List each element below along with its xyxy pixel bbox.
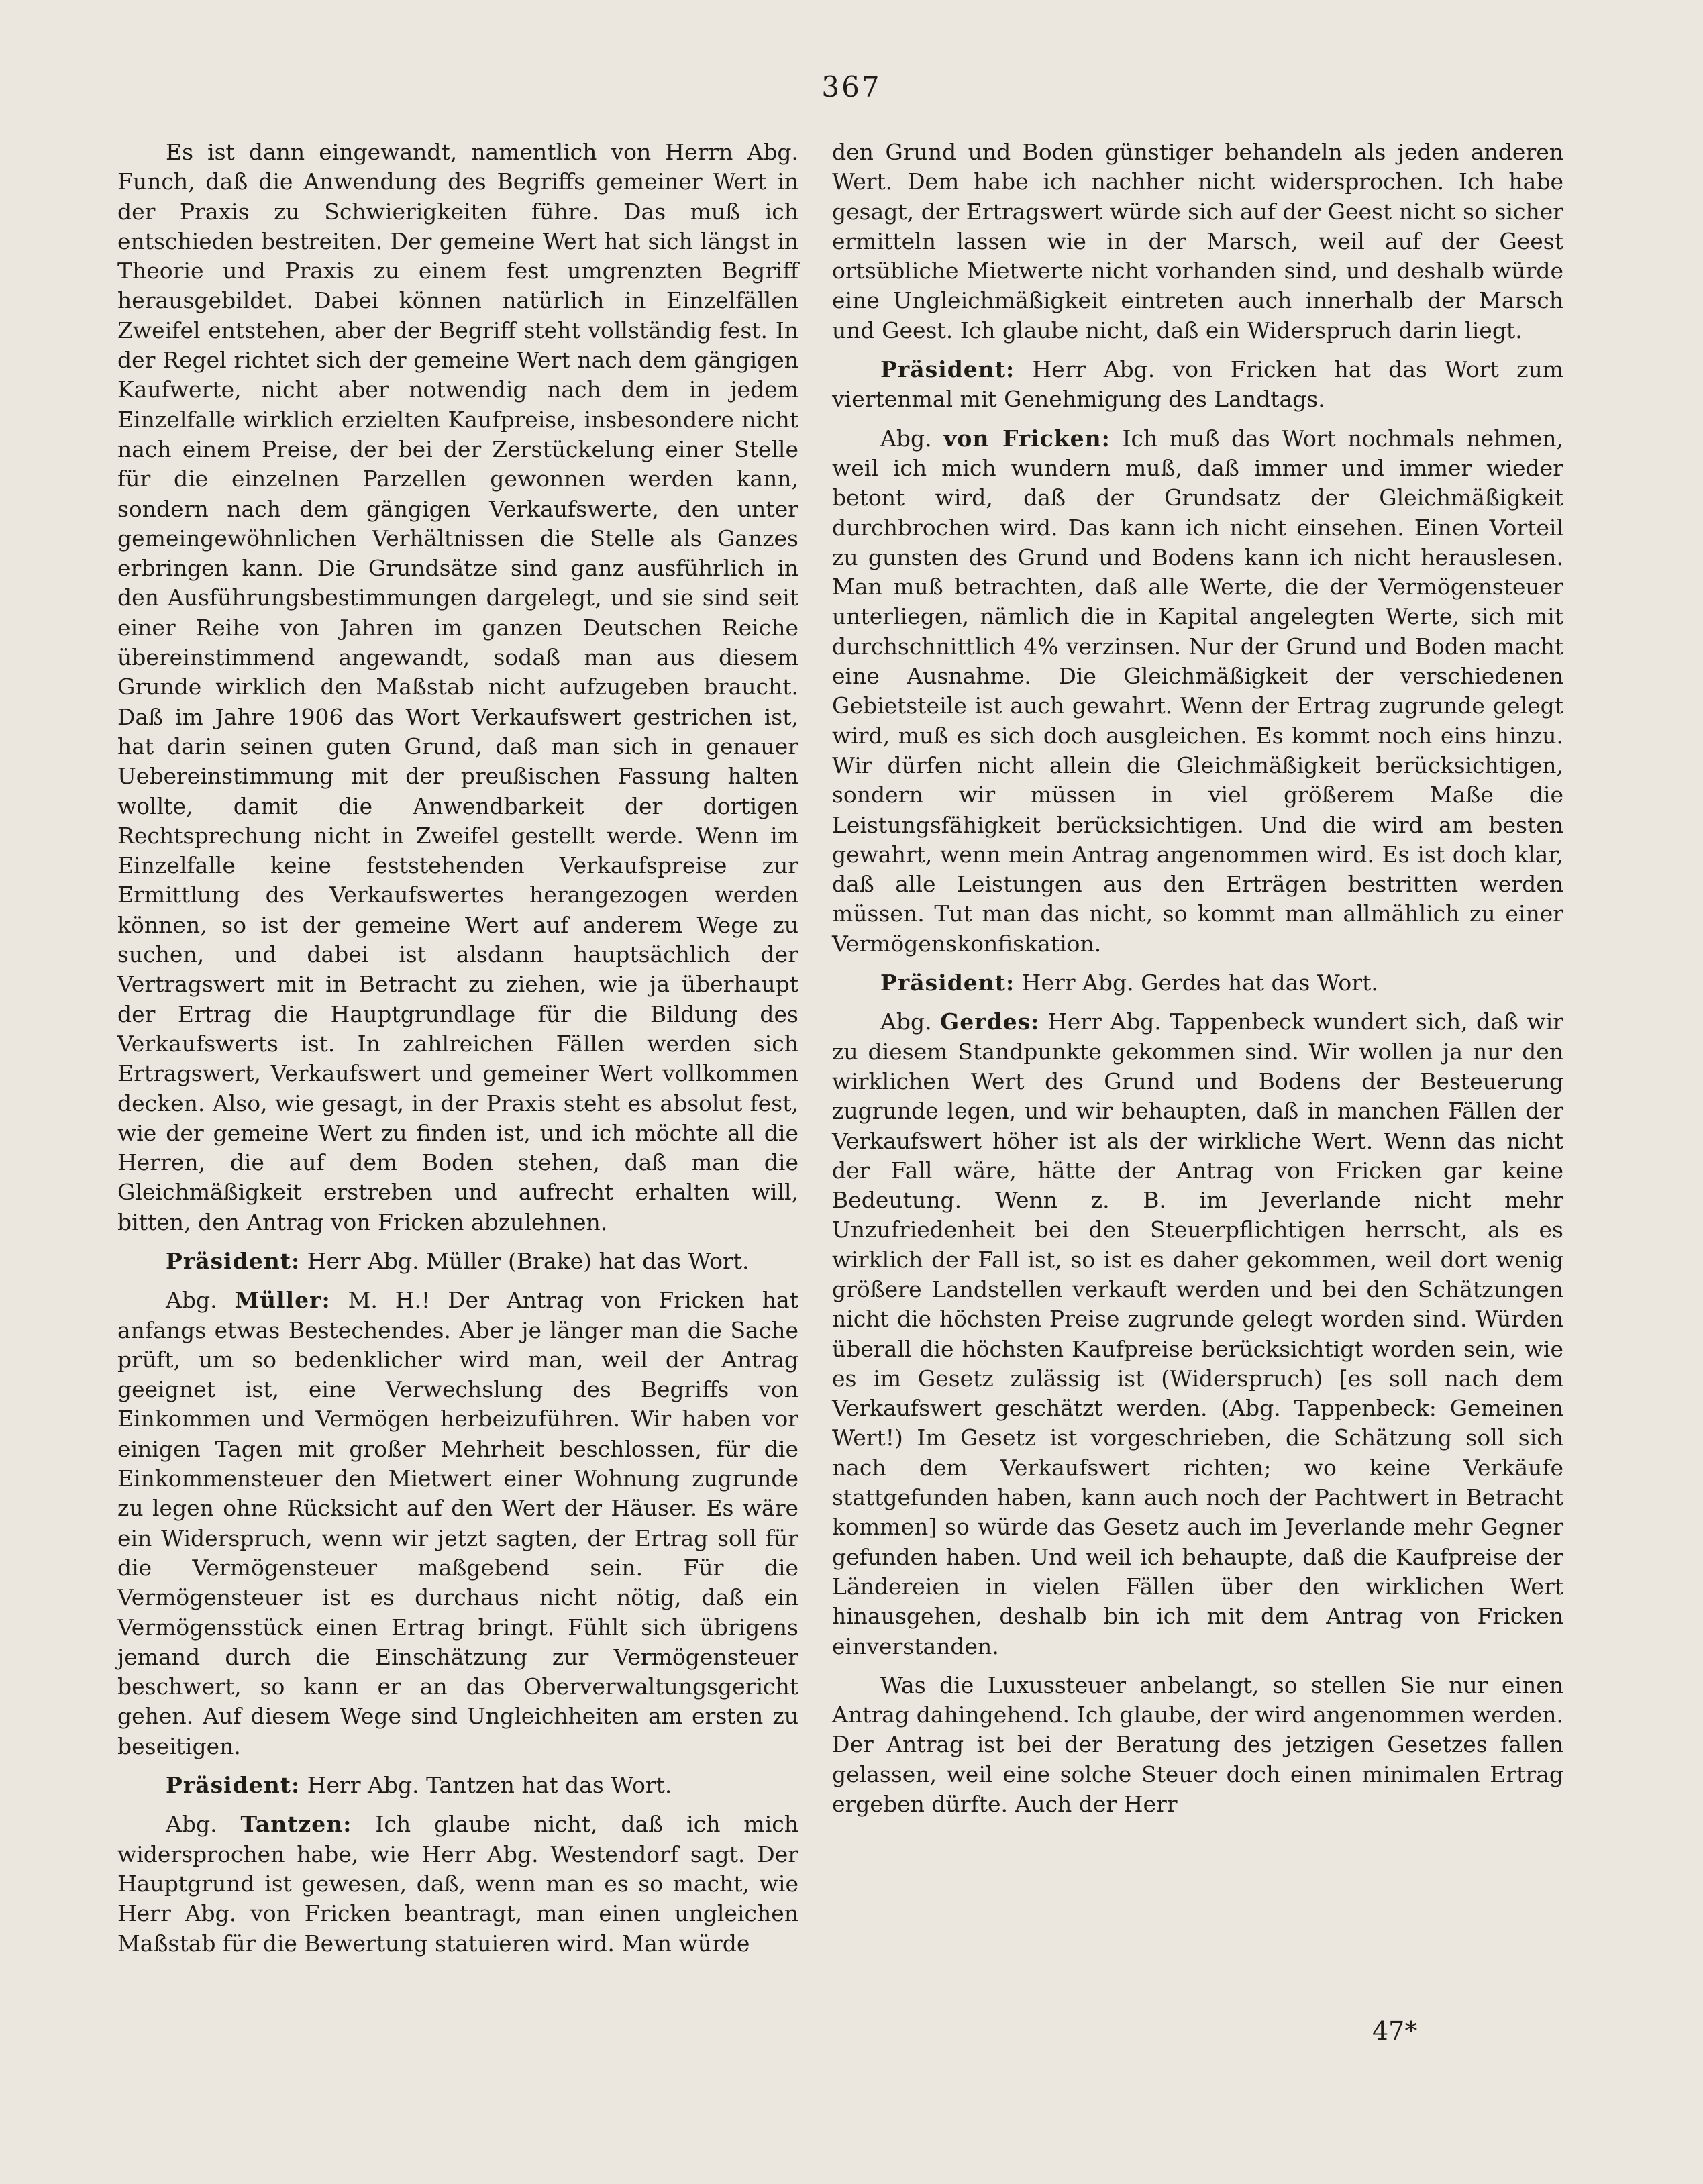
speaker-name: Gerdes:	[940, 1008, 1040, 1035]
speech-text: M. H.! Der Antrag von Fricken hat anfangs etwas Bestechendes. Aber je länger man die Sache prüft, um so bedenklicher wird man, weil der Antrag geeignet ist, eine Verwechslung des Begriffs von Einkommen und Vermögen herbeizuführen. Wir haben vor einigen Tagen mit großer Mehrheit beschlossen, für die Einkommensteuer den Mietwert einer Wohnung zugrunde zu legen ohne Rücksicht auf den Wert der Häuser. Es wäre ein Widerspruch, wenn wir jetzt sagten, der Ertrag soll für die Vermögensteuer maßgebend sein. Für die Vermögensteuer ist es durchaus nicht nötig, daß ein Vermögensstück einen Ertrag bringt. Fühlt sich übrigens jemand durch die Einschätzung zur Vermögensteuer beschwert, so kann er an das Oberverwaltungsgericht gehen. Auf diesem Wege sind Ungleichheiten am ersten zu beseitigen.	[117, 1287, 798, 1759]
speaker-name: Präsident:	[880, 970, 1015, 996]
speech-text: Ich muß das Wort nochmals nehmen, weil ich mich wundern muß, daß immer und immer wieder betont wird, daß der Grundsatz der Gleichmäßigkeit durchbrochen wird. Das kann ich nicht einsehen. Einen Vorteil zu gunsten des Grund und Bodens kann ich nicht herauslesen. Man muß betrachten, daß alle Werte, die der Vermögensteuer unterliegen, nämlich die in Kapital angelegten Werte, sich mit durchschnittlich 4% verzinsen. Nur der Grund und Boden macht eine Ausnahme. Die Gleichmäßigkeit der verschiedenen Gebietsteile ist auch gewahrt. Wenn der Ertrag zugrunde gelegt wird, muß es sich doch ausgleichen. Es kommt noch eins hinzu. Wir dürfen nicht allein die Gleichmäßigkeit berücksichtigen, sondern wir müssen in viel größerem Maße die Leistungsfähigkeit berücksichtigen. Und die wird am besten gewahrt, wenn mein Antrag angenommen wird. Es ist doch klar, daß alle Leistungen aus den Erträgen bestritten werden müssen. Tut man das nicht, so kommt man allmählich zu einer Vermögenskonfiskation.	[832, 425, 1563, 957]
speaker-name: von Fricken:	[943, 425, 1111, 452]
speaker-name: Präsident:	[166, 1772, 301, 1799]
speaker-paragraph	[117, 1771, 798, 1800]
speaker-prefix: Abg.	[880, 425, 932, 452]
speaker-name: Müller:	[234, 1287, 331, 1314]
speaker-name: Präsident:	[880, 356, 1015, 383]
speech-text: Herr Abg. Tappenbeck wundert sich, daß wir zu diesem Standpunkte gekommen sind. Wir wollen ja nur den wirklichen Wert des Grund und Bodens der Besteuerung zugrunde legen, und wir behaupten, daß in manchen Fällen der Verkaufswert höher ist als der wirkliche Wert. Wenn das nicht der Fall wäre, hätte der Antrag von Fricken gar keine Bedeutung. Wenn z. B. im Jeverlande nicht mehr Unzufriedenheit bei den Steuerpflichtigen herrscht, als es wirklich der Fall ist, so ist es daher gekommen, weil dort wenig größere Landstellen verkauft werden und bei den Schätzungen nicht die höchsten Preise zugrunde gelegt worden sind. Würden überall die höchsten Kaufpreise berücksichtigt worden sein, wie es im Gesetz zulässig ist (Widerspruch) [es soll nach dem Verkaufswert geschätzt werden. (Abg. Tappenbeck: Gemeinen Wert!) Im Gesetz ist vorgeschrieben, die Schätzung soll sich nach dem Verkaufswert richten; wo keine Verkäufe stattgefunden haben, kann auch noch der Pachtwert in Betracht kommen] so würde das Gesetz auch im Jeverlande mehr Gegner gefunden haben. Und weil ich behaupte, daß die Kaufpreise der Ländereien in vielen Fällen über den wirklichen Wert hinausgehen, deshalb bin ich mit dem Antrag von Fricken einverstanden.	[832, 1008, 1563, 1659]
text-paragraph: den Grund und Boden günstiger behandeln als jeden anderen Wert. Dem habe ich nachher nicht widersprochen. Ich habe gesagt, der Ertragswert würde sich auf der Geest nicht so sicher ermitteln lassen wie in der Marsch, weil auf der Geest ortsübliche Mietwerte nicht vorhanden sind, und deshalb würde eine Ungleichmäßigkeit eintreten auch innerhalb der Marsch und Geest. Ich glaube nicht, daß ein Widerspruch darin liegt.	[832, 139, 1563, 344]
speech-text: Ich glaube nicht, daß ich mich widersprochen habe, wie Herr Abg. Westendorf sagt. Der Hauptgrund ist gewesen, daß, wenn man es so macht, wie Herr Abg. von Fricken beantragt, man einen ungleichen Maßstab für die Bewertung statuieren wird. Man würde	[117, 1811, 798, 1957]
speaker-prefix: Abg.	[166, 1287, 217, 1314]
page-number: 367	[821, 70, 882, 103]
speech-text: Herr Abg. Tantzen hat das Wort.	[307, 1772, 672, 1799]
signature-mark: 47*	[1372, 2016, 1418, 2046]
speaker-paragraph	[832, 1007, 1563, 1661]
speech-text: Herr Abg. Gerdes hat das Wort.	[1021, 970, 1378, 996]
speaker-prefix: Abg.	[166, 1811, 217, 1838]
speech-text: Herr Abg. Müller (Brake) hat das Wort.	[307, 1247, 750, 1274]
text-paragraph: Was die Luxussteuer anbelangt, so stellen Sie nur einen Antrag dahingehend. Ich glaube, der wird angenommen werden. Der Antrag ist bei der Beratung des jetzigen Gesetzes fallen gelassen, weil eine solche Steuer doch einen minimalen Ertrag ergeben dürfte. Auch der Herr	[832, 1671, 1563, 1818]
text-paragraph: Es ist dann eingewandt, namentlich von Herrn Abg. Funch, daß die Anwendung des Begriffs gemeiner Wert in der Praxis zu Schwierigkeiten führe. Das muß ich entschieden bestreiten. Der gemeine Wert hat sich längst in Theorie und Praxis zu einem fest umgrenzten Begriff herausgebildet. Dabei können natürlich in Einzelfällen Zweifel entstehen, aber der Begriff steht vollständig fest. In der Regel richtet sich der gemeine Wert nach dem gängigen Kaufwerte, nicht aber notwendig nach dem in jedem Einzelfalle wirklich erzielten Kaufpreise, insbesondere nicht nach einem Preise, der bei der Zerstückelung einer Stelle für die einzelnen Parzellen gewonnen werden kann, sondern nach dem gängigen Verkaufswerte, den unter gemeingewöhnlichen Verhältnissen die Stelle als Ganzes erbringen kann. Die Grundsätze sind ganz ausführlich in den Ausführungsbestimmungen dargelegt, und sie sind seit einer Reihe von Jahren im ganzen Deutschen Reiche übereinstimmend angewandt, sodaß man aus diesem Grunde wirklich den Maßstab nicht aufzugeben braucht. Daß im Jahre 1906 das Wort Verkaufswert gestrichen ist, hat darin seinen guten Grund, daß man sich in genauer Uebereinstimmung mit der preußischen Fassung halten wollte, damit die Anwendbarkeit der dortigen Rechtsprechung nicht in Zweifel gestellt werde. Wenn im Einzelfalle keine feststehenden Verkaufspreise zur Ermittlung des Verkaufswertes herangezogen werden können, so ist der gemeine Wert auf anderem Wege zu suchen, und dabei ist alsdann hauptsächlich der Vertragswert mit in Betracht zu ziehen, wie ja überhaupt der Ertrag die Hauptgrundlage für die Bildung des Verkaufswerts ist. In zahlreichen Fällen werden sich Ertragswert, Verkaufswert und gemeiner Wert vollkommen decken. Also, wie gesagt, in der Praxis steht es absolut fest, wie der gemeine Wert zu finden ist, und ich möchte all die Herren, die auf dem Boden stehen, daß man die Gleichmäßigkeit erstreben und aufrecht erhalten will, bitten, den Antrag von Fricken abzulehnen.	[117, 139, 798, 1235]
speaker-paragraph	[832, 424, 1563, 959]
speaker-name: Tantzen:	[240, 1811, 352, 1838]
speaker-paragraph	[117, 1286, 798, 1761]
speaker-paragraph	[832, 968, 1563, 998]
speaker-paragraph	[832, 355, 1563, 415]
speaker-paragraph	[117, 1247, 798, 1276]
right-text-column	[832, 138, 1563, 1819]
speaker-name: Präsident:	[166, 1247, 301, 1274]
speech-text: Herr Abg. von Fricken hat das Wort zum viertenmal mit Genehmigung des Landtags.	[832, 356, 1563, 413]
left-text-column	[117, 138, 798, 1959]
speaker-paragraph	[117, 1810, 798, 1958]
speaker-prefix: Abg.	[880, 1008, 932, 1035]
